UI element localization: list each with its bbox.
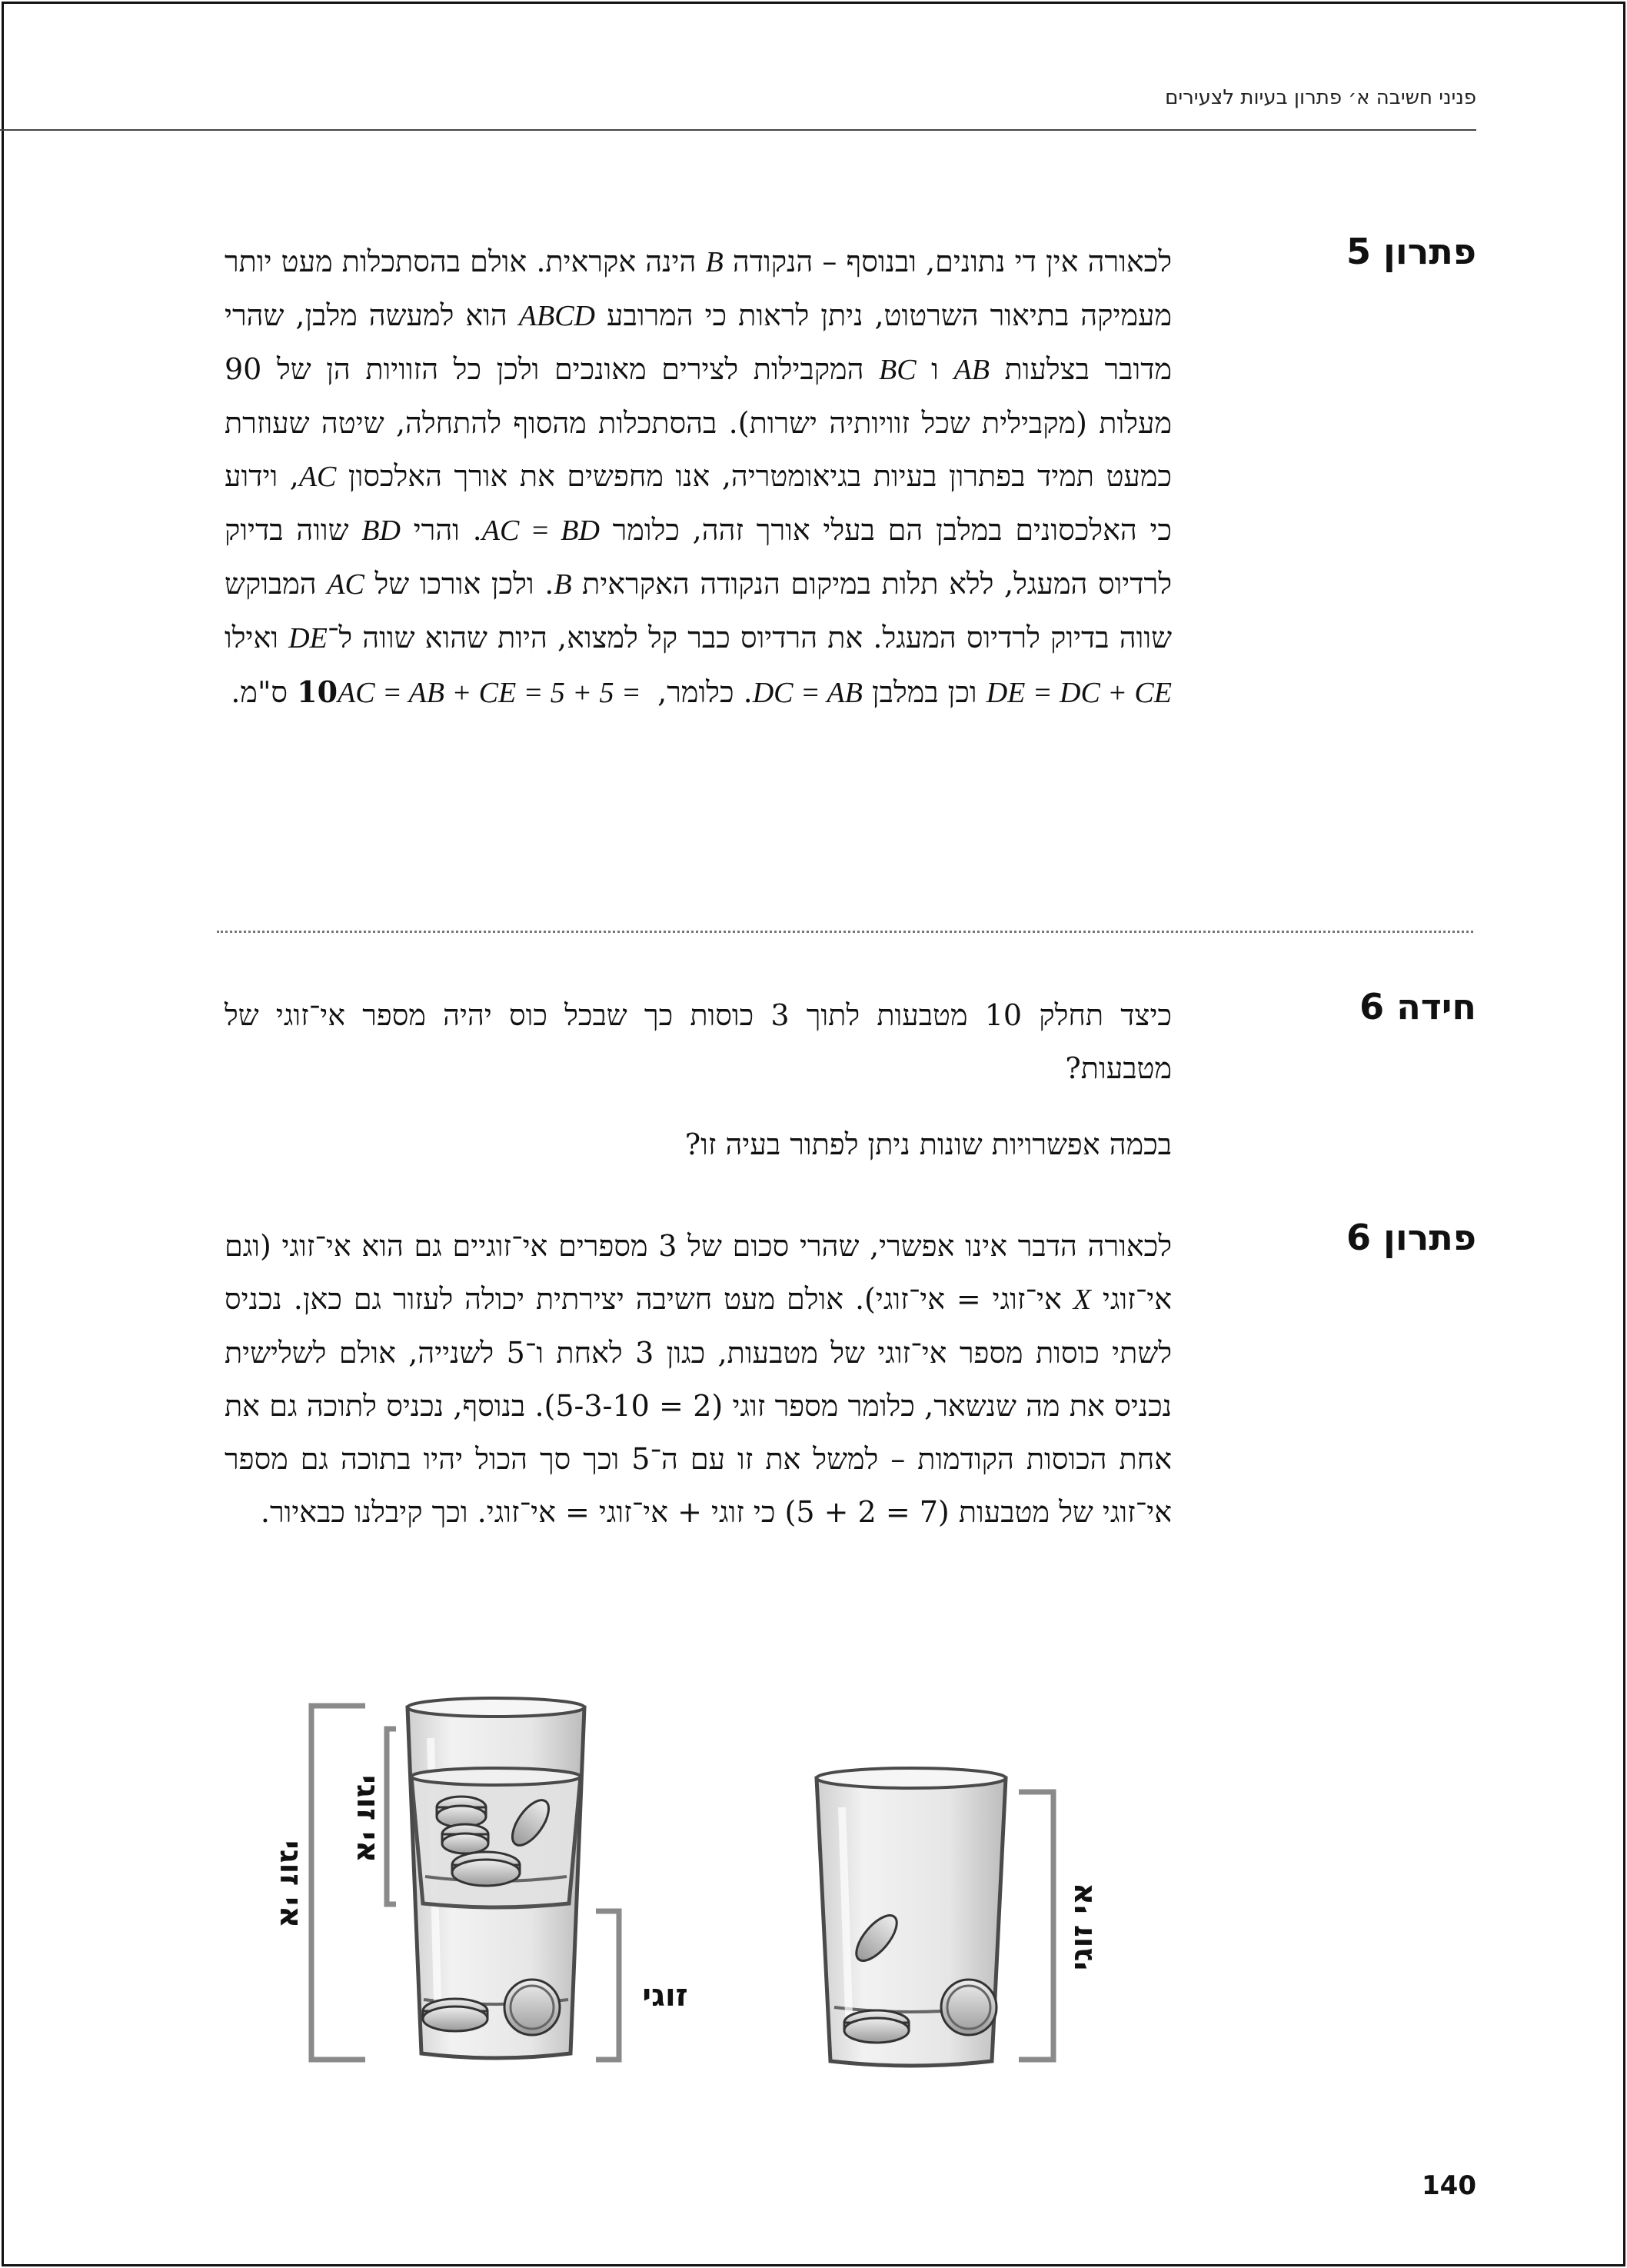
inner-odd-label: אי זוגי [350,1774,385,1863]
riddle-6-label: חידה 6 [1359,986,1476,1027]
outer-odd-label: אי זוגי [273,1840,308,1929]
right-odd-bracket [1019,1792,1053,2060]
riddle-6-text [225,989,1172,1171]
solution-5-label: פתרון 5 [1346,231,1476,272]
right-odd-label: אי זוגי [1064,1882,1100,1971]
inner-cup [411,1768,581,1907]
outer-odd-bracket [311,1706,365,2060]
riddle-6-followup: בכמה אפשרויות שונות ניתן לפתור בעיה זו? [684,1127,1172,1161]
even-bracket [596,1911,619,2060]
riddle-6-question: כיצד תחלק 10 מטבעות לתוך 3 כוסות כך שבכל כוס יהיה מספר אי־זוגי של מטבעות? [225,998,1172,1085]
inner-odd-bracket [387,1729,396,1904]
page-number: 140 [1422,2170,1476,2201]
solution-6-text [225,1220,1172,1539]
solution-5-text [225,235,1172,720]
section-divider [217,931,1473,933]
solution-5-paragraph: לכאורה אין די נתונים, ובנוסף – הנקודה B הינה אקראית. אולם בהסתכלות מעט יותר מעמיקה בתיאור השרטוט, ניתן לראות כי המרובע ABCD הוא למעשה מלבן, שהרי מדובר בצלעות AB ו BC המקבילות לצירים מאונכים ולכן כל הזוויות הן של 90 מעלות (מקבילית שכל זוויותיה ישרות). בהסתכלות מהסוף להתחלה, שיטה שעוזרת כמעט תמיד בפתרון בעיות בגיאומטריה, אנו מחפשים את אורך האלכסון AC, וידוע כי האלכסונים במלבן הם בעלי אורך זהה, כלומר AC = BD. והרי BD שווה בדיוק לרדיוס המעגל, ללא תלות במיקום הנקודה האקראית B. ולכן אורכו של AC המבוקש שווה בדיוק לרדיוס המעגל. את הרדיוס כבר קל למצוא, היות שהוא שווה ל־DE ואילו DE = DC + CE וכן במלבן DC = AB. כלומר, AC = AB + CE = 5 + 5 = 10 ס"מ. [225,245,1173,709]
solution-6-label: פתרון 6 [1346,1217,1476,1258]
header-rule [0,129,1476,131]
running-header: פניני חשיבה א׳ פתרון בעיות לצעירים [1165,86,1476,109]
even-label: זוגי [642,1978,688,2013]
cups-illustration [273,1692,1176,2092]
solution-6-paragraph: לכאורה הדבר אינו אפשרי, שהרי סכום של 3 מספרים אי־זוגיים גם הוא אי־זוגי (וגם אי־זוגי X אי־זוגי = אי־זוגי). אולם מעט חשיבה יצירתית יכולה לעזור גם כאן. נכניס לשתי כוסות מספר אי־זוגי של מטבעות, כגון 3 לאחת ו־5 לשנייה, אולם לשלישית נכניס את מה שנשאר, כלומר מספר זוגי (2 = 5-3-10). בנוסף, נכניס לתוכה גם את אחת הכוסות הקודמות – למשל את זו עם ה־5 וכך סך הכול יהיו בתוכה גם מספר אי־זוגי של מטבעות (7 = 2 + 5) כי זוגי + אי־זוגי = אי־זוגי. וכך קיבלנו כבאיור. [225,1229,1173,1529]
